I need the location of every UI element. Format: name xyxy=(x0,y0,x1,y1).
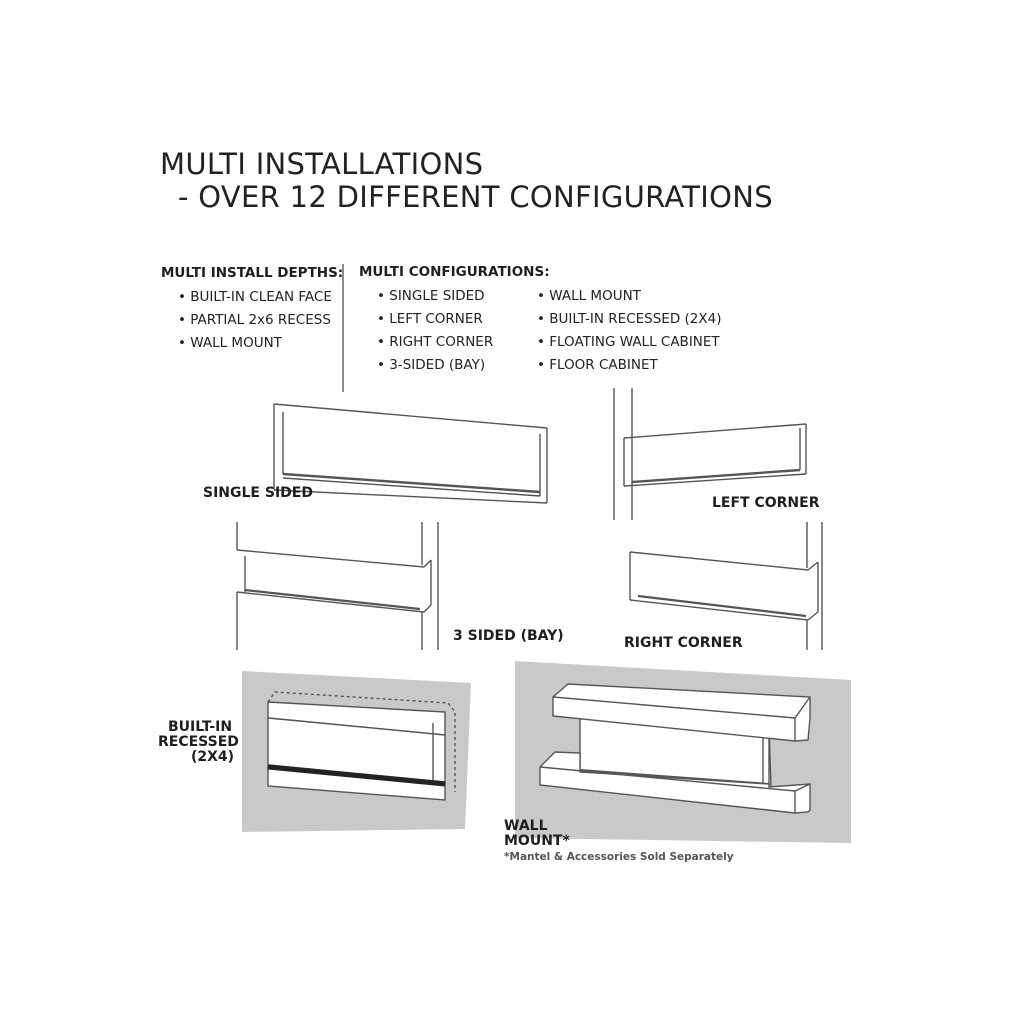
label-single-sided: SINGLE SIDED xyxy=(203,485,313,501)
configurations-heading: MULTI CONFIGURATIONS: xyxy=(359,264,550,280)
wall-mount-note: *Mantel & Accessories Sold Separately xyxy=(504,851,734,863)
config-item: • 3-SIDED (BAY) xyxy=(377,357,486,373)
depth-item: • PARTIAL 2x6 RECESS xyxy=(178,312,331,328)
config-item: • RIGHT CORNER xyxy=(377,334,494,350)
config-item: • WALL MOUNT xyxy=(537,288,641,304)
label-left-corner: LEFT CORNER xyxy=(712,495,820,511)
label-built-in-2: RECESSED xyxy=(158,734,239,750)
label-built-in-1: BUILT-IN xyxy=(168,719,233,735)
page-subtitle: - OVER 12 DIFFERENT CONFIGURATIONS xyxy=(178,180,773,214)
label-wall-mount-2: MOUNT* xyxy=(504,833,570,849)
label-built-in-3: (2X4) xyxy=(191,749,235,765)
config-item: • LEFT CORNER xyxy=(377,311,483,327)
label-right-corner: RIGHT CORNER xyxy=(624,635,743,651)
three-sided-drawing xyxy=(237,522,438,650)
page-title: MULTI INSTALLATIONS xyxy=(160,147,484,181)
config-item: • FLOATING WALL CABINET xyxy=(537,334,720,350)
label-wall-mount-1: WALL xyxy=(504,818,548,834)
config-item: • FLOOR CABINET xyxy=(537,357,658,373)
depth-item: • WALL MOUNT xyxy=(178,335,282,351)
wall-mount-drawing xyxy=(515,661,851,843)
right-corner-drawing xyxy=(630,522,822,650)
config-item: • SINGLE SIDED xyxy=(377,288,485,304)
depth-item: • BUILT-IN CLEAN FACE xyxy=(178,289,332,305)
config-item: • BUILT-IN RECESSED (2X4) xyxy=(537,311,722,327)
single-sided-drawing xyxy=(274,404,547,503)
label-three-sided: 3 SIDED (BAY) xyxy=(453,628,564,644)
depths-heading: MULTI INSTALL DEPTHS: xyxy=(161,265,344,281)
built-in-recessed-drawing xyxy=(242,671,471,832)
